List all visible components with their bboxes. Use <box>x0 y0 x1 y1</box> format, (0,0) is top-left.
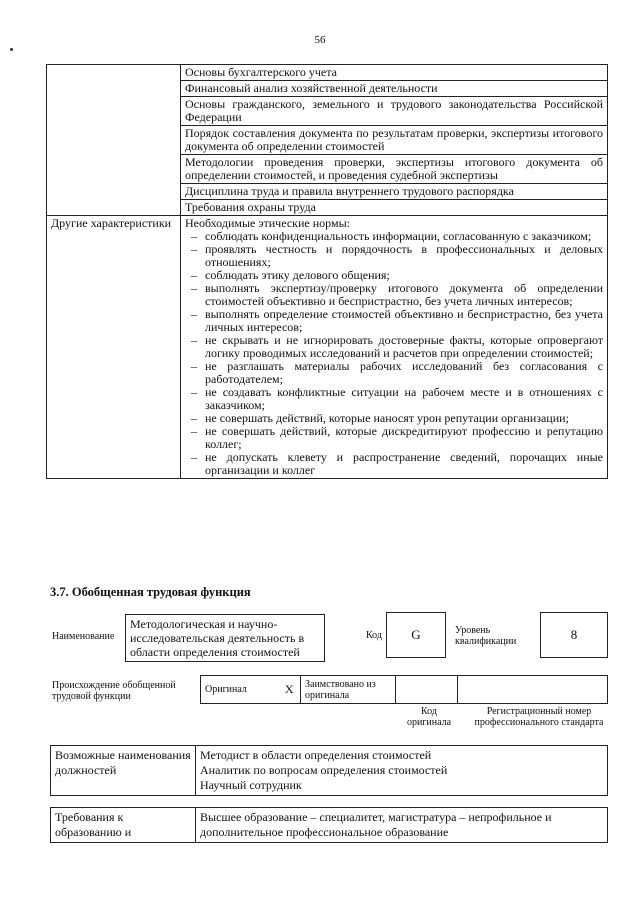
education-label: Требования к образованию и <box>51 808 196 843</box>
knowledge-item: Дисциплина труда и правила внутреннего трудового распорядка <box>181 184 608 200</box>
origin-table <box>200 675 608 704</box>
original-mark: X <box>279 676 301 704</box>
position-item: Аналитик по вопросам определения стоимостей <box>200 763 448 777</box>
norm-text: соблюдать конфиденциальность информации, согласованную с заказчиком; <box>205 229 592 243</box>
page-number: 56 <box>314 34 326 46</box>
knowledge-item: Основы бухгалтерского учета <box>181 65 608 81</box>
norm-text: не совершать действий, которые наносят урон репутации организации; <box>205 411 569 425</box>
ethical-norms-cell <box>181 216 608 479</box>
norm-text: выполнять экспертизу/проверку итогового документа об определении стоимостей объективно и беспристрастно, без учета личных интересов; <box>205 281 603 308</box>
norm-text: выполнять определение стоимостей объективно и беспристрастно, без учета личных интересов; <box>205 307 603 334</box>
dash-bullet: – <box>191 411 197 425</box>
knowledge-item: Финансовый анализ хозяйственной деятельности <box>181 81 608 97</box>
norm-text: проявлять честность и порядочность в профессиональных и деловых отношениях; <box>205 242 603 269</box>
knowledge-item: Методологии проведения проверки, экспертизы итогового документа об определении стоимостей, и проведения судебной экспертизы <box>181 155 608 184</box>
norms-heading: Необходимые этические нормы: <box>185 216 350 230</box>
norm-text: не совершать действий, которые дискредитируют профессию и репутацию коллег; <box>205 424 603 451</box>
level-label: Уровень квалификации <box>455 625 517 647</box>
original-code-cell <box>396 676 458 704</box>
name-label: Наименование <box>52 631 115 642</box>
dash-bullet: – <box>191 385 197 399</box>
caption-original-code: Код оригинала <box>406 706 452 728</box>
dash-bullet: – <box>191 450 197 464</box>
norm-item <box>185 334 603 360</box>
knowledge-left-cell <box>47 65 181 216</box>
dash-bullet: – <box>191 229 197 243</box>
knowledge-table <box>46 64 608 479</box>
positions-label: Возможные наименования должностей <box>51 746 196 796</box>
norm-item <box>185 308 603 334</box>
other-characteristics-row <box>47 216 608 479</box>
dash-bullet: – <box>191 242 197 256</box>
knowledge-item: Основы гражданского, земельного и трудового законодательства Российской Федерации <box>181 97 608 126</box>
dash-bullet: – <box>191 307 197 321</box>
norm-text: не создавать конфликтные ситуации на рабочем месте и в отношениях с заказчиком; <box>205 385 603 412</box>
knowledge-item: Требования охраны труда <box>181 200 608 216</box>
positions-table <box>50 745 608 796</box>
borrowed-label: Заимствовано из оригинала <box>301 676 396 704</box>
education-value: Высшее образование – специалитет, магистратура – непрофильное и дополнительное профессиональное образование <box>196 808 608 843</box>
norm-item <box>185 243 603 269</box>
original-label: Оригинал <box>201 676 279 704</box>
dash-bullet: – <box>191 424 197 438</box>
norm-text: не допускать клевету и распространение сведений, порочащих иные организации и коллег <box>205 450 603 477</box>
dash-bullet: – <box>191 268 197 282</box>
section-heading: 3.7. Обобщенная трудовая функция <box>50 585 251 599</box>
qualification-level-box: 8 <box>540 612 608 658</box>
norm-text: не разглашать материалы рабочих исследований без согласования с работодателем; <box>205 359 603 386</box>
position-item: Методист в области определения стоимостей <box>200 748 432 762</box>
other-characteristics-label: Другие характеристики <box>47 216 181 479</box>
knowledge-item: Порядок составления документа по результатам проверки, экспертизы итогового документа об определении стоимостей <box>181 126 608 155</box>
norm-text: соблюдать этику делового общения; <box>205 268 390 282</box>
code-label: Код <box>366 630 382 641</box>
dash-bullet: – <box>191 281 197 295</box>
norm-text: не скрывать и не игнорировать достоверные факты, которые опровергают логику проводимых исследований и расчетов при определении стоимостей; <box>205 333 603 360</box>
reg-number-cell <box>458 676 608 704</box>
norm-item <box>185 425 603 451</box>
function-code-box: G <box>386 612 446 658</box>
norm-item <box>185 360 603 386</box>
norm-item <box>185 451 603 477</box>
norm-item <box>185 386 603 412</box>
norm-item <box>185 282 603 308</box>
origin-label: Происхождение обобщенной трудовой функции <box>52 680 176 702</box>
scan-dot <box>10 48 13 51</box>
dash-bullet: – <box>191 333 197 347</box>
knowledge-row <box>47 65 608 81</box>
education-table <box>50 807 608 843</box>
function-name-box: Методологическая и научно-исследовательская деятельность в области определения стоимостей <box>125 614 325 662</box>
caption-reg-number: Регистрационный номер профессионального стандарта <box>474 706 604 728</box>
position-item: Научный сотрудник <box>200 778 302 792</box>
positions-values <box>196 746 608 796</box>
dash-bullet: – <box>191 359 197 373</box>
